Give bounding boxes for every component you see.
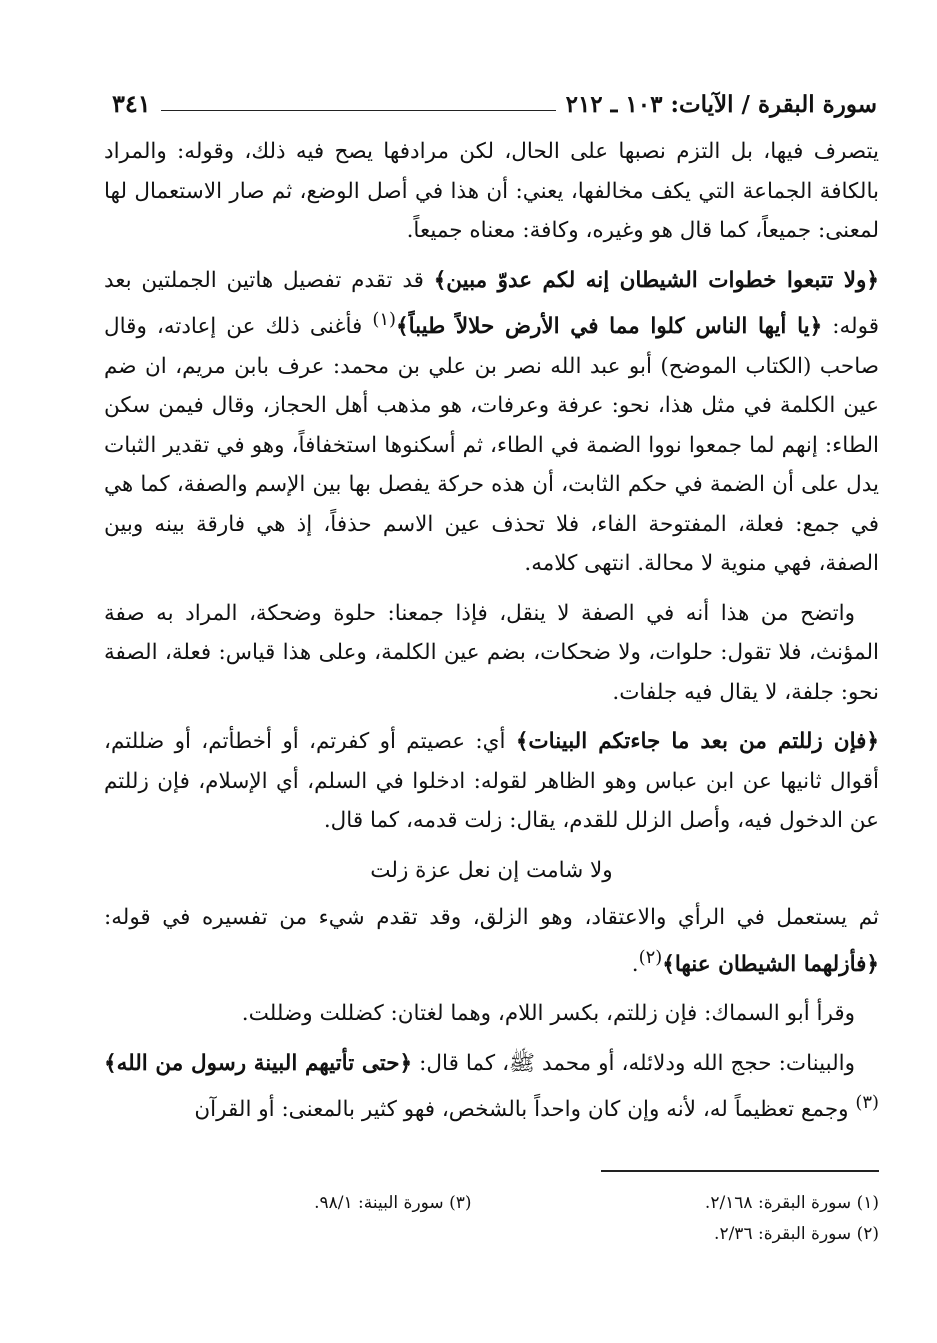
paragraph-text: قد تقدم تفصيل هاتين الجملتين بعد قوله:: [104, 267, 879, 340]
quran-quote: ﴿ولا تتبعوا خطوات الشيطان إنه لكم عدوّ مبين﴾: [433, 267, 879, 293]
main-text: [104, 132, 879, 1140]
footnote-row: [104, 1188, 879, 1219]
footnote-marker: (٢): [638, 946, 663, 968]
quran-quote: ﴿فإن زللتم من بعد ما جاءتكم البينات﴾: [515, 729, 879, 755]
footnotes: [104, 1188, 879, 1250]
paragraph-5: [104, 898, 879, 984]
quran-quote: ﴿فأزلهما الشيطان عنها﴾: [662, 951, 879, 977]
paragraph-text: .: [631, 951, 639, 977]
paragraph-1: يتصرف فيها، بل التزم نصبها على الحال، لكن مرادفها يصح فيه ذلك، وقوله: والمراد بالكافة الجماعة التي يكف مخالفها، يعني: أن هذا في أصل الوضع، ثم صار الاستعمال لها لمعنى: جميعاً، كما قال هو وغيره، وكافة: معناه جميعاً.: [104, 139, 879, 243]
paragraph-7: [104, 1044, 879, 1130]
footnote-2: (٢) سورة البقرة: ٢/٣٦.: [714, 1224, 879, 1244]
poetry-verse: ولا شامت إن نعل عزة زلت: [370, 857, 613, 883]
footnote-marker: (١): [372, 309, 396, 330]
quran-quote: ﴿حتى تأتيهم البينة رسول من الله﴾: [104, 1050, 413, 1076]
paragraph-text: فأغنى ذلك عن إعادته، وقال صاحب (الكتاب الموضح) أبو عبد الله نصر بن علي بن محمد: عرف بابن مريم، ان ضم عين الكلمة في مثل هذا، نحو: عرفة وعرفات، هو مذهب أهل الحجاز، وقال فيمن سكن الطاء: إنهم لما جمعوا نووا الضمة في الطاء، ثم أسكنوها استخفافاً، وهو في تقدير الثبات يدل على أن الضمة في حكم الثابت، أن هذه حركة يفصل بها بين الإسم والصفة، كما هي في جمع: فعلة، المفتوحة الفاء، فلا تحذف عين الاسم حذفاً، إذ هي فارقة بينه وبين الصفة، فهي منوية لا محالة. انتهى كلامه.: [104, 314, 879, 577]
running-head: [112, 76, 877, 116]
paragraph-text: ثم يستعمل في الرأي والاعتقاد، وهو الزلق، وقد تقدم شيء من تفسيره في قوله:: [104, 905, 879, 931]
footnote-1: (١) سورة البقرة: ٢/١٦٨.: [704, 1193, 879, 1213]
paragraph-4: [104, 722, 879, 841]
footnote-3: (٣) سورة البينة: ٩٨/١.: [314, 1193, 472, 1213]
footnote-marker: (٣): [855, 1092, 879, 1114]
page-number: ٣٤١: [112, 89, 151, 118]
paragraph-text: أي: عصيتم أو كفرتم، أو أخطأتم، أو ضللتم، أقوال ثانيها عن ابن عباس وهو الظاهر لقوله: ادخلوا في السلم، أي الإسلام، فإن زللتم عن الدخول فيه، وأصل الزلل للقدم، يقال: زلت قدمه، كما قال.: [104, 729, 879, 834]
surah-title: سورة البقرة / الآيات: ١٠٣ ـ ٢١٢: [565, 91, 877, 118]
quran-quote: ﴿يا أيها الناس كلوا مما في الأرض حلالاً طيباً﴾: [395, 314, 823, 340]
paragraph-2: [104, 261, 879, 584]
header-rule: [161, 110, 556, 111]
footnote-separator: [601, 1170, 879, 1172]
paragraph-6: وقرأ أبو السماك: فإن زللتم، بكسر اللام، وهما لغتان: كضللت وضللت.: [241, 1001, 855, 1027]
paragraph-text: والبينات: حجج الله ودلائله، أو محمد ﷺ، كما قال:: [412, 1050, 855, 1076]
paragraph-text: وجمع تعظيماً له، لأنه وإن كان واحداً بالشخص، فهو كثير بالمعنى: أو القرآن: [194, 1097, 856, 1123]
footnote-row: [104, 1219, 879, 1250]
paragraph-3: واتضح من هذا أنه في الصفة لا ينقل، فإذا جمعنا: حلوة وضحكة، المراد به صفة المؤنث، فلا تقول: حلوات، ولا ضحكات، بضم عين الكلمة، وعلى هذا قياس: فعلة، الصفة نحو: جلفة، لا يقال فيه جلفات.: [104, 600, 879, 705]
